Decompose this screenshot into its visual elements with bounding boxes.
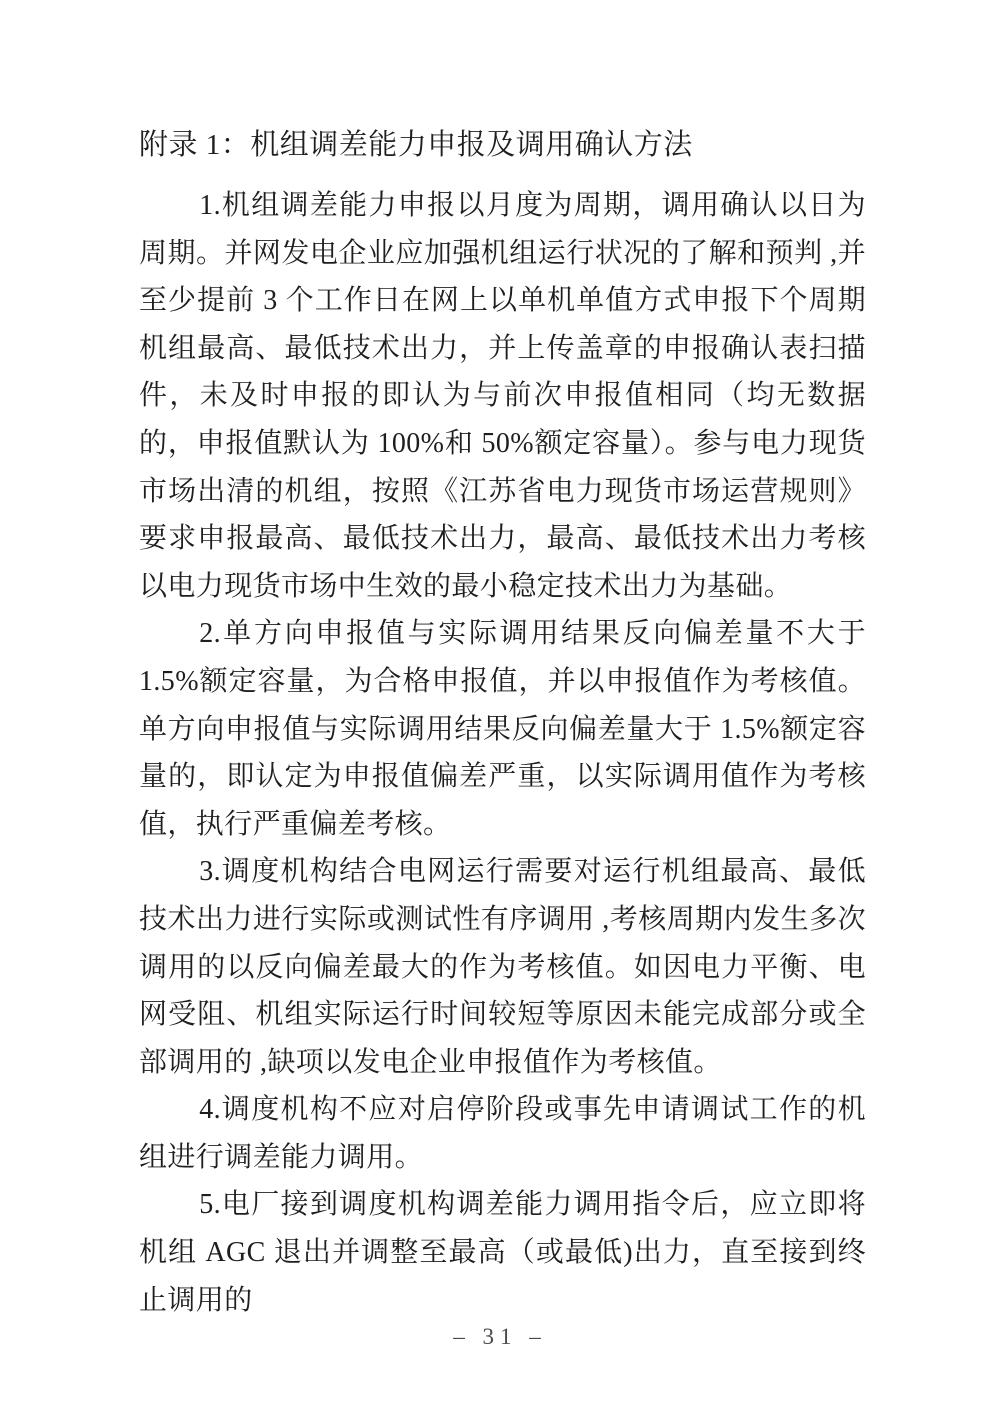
paragraph-4: 4.调度机构不应对启停阶段或事先申请调试工作的机组进行调差能力调用。: [139, 1094, 866, 1173]
document-body: [139, 121, 866, 1324]
page-number: – 31 –: [453, 1324, 547, 1349]
page-footer: [0, 1324, 1000, 1350]
paragraph-2: 2.单方向申报值与实际调用结果反向偏差量不大于 1.5%额定容量，为合格申报值，并以申报值作为考核值。单方向申报值与实际调用结果反向偏差量大于 1.5%额定容量的，即认定为申报值偏差严重，以实际调用值作为考核值，执行严重偏差考核。: [139, 618, 866, 840]
paragraph-5: 5.电厂接到调度机构调差能力调用指令后，应立即将机组 AGC 退出并调整至最高（或最低)出力，直至接到终止调用的: [139, 1189, 866, 1316]
paragraph-3: 3.调度机构结合电网运行需要对运行机组最高、最低技术出力进行实际或测试性有序调用 ,考核周期内发生多次调用的以反向偏差最大的作为考核值。如因电力平衡、电网受阻、机组实际运行时间较短等原因未能完成部分或全部调用的 ,缺项以发电企业申报值作为考核值。: [139, 856, 866, 1078]
document-title: 附录 1：机组调差能力申报及调用确认方法: [139, 129, 693, 161]
paragraph-1: 1.机组调差能力申报以月度为周期，调用确认以日为周期。并网发电企业应加强机组运行状况的了解和预判 ,并至少提前 3 个工作日在网上以单机单值方式申报下个周期机组最高、最低技术出力，并上传盖章的申报确认表扫描件，未及时申报的即认为与前次申报值相同（均无数据的，申报值默认为 100%和 50%额定容量）。参与电力现货市场出清的机组，按照《江苏省电力现货市场运营规则》要求申报最高、最低技术出力，最高、最低技术出力考核以电力现货市场中生效的最小稳定技术出力为基础。: [139, 190, 866, 602]
